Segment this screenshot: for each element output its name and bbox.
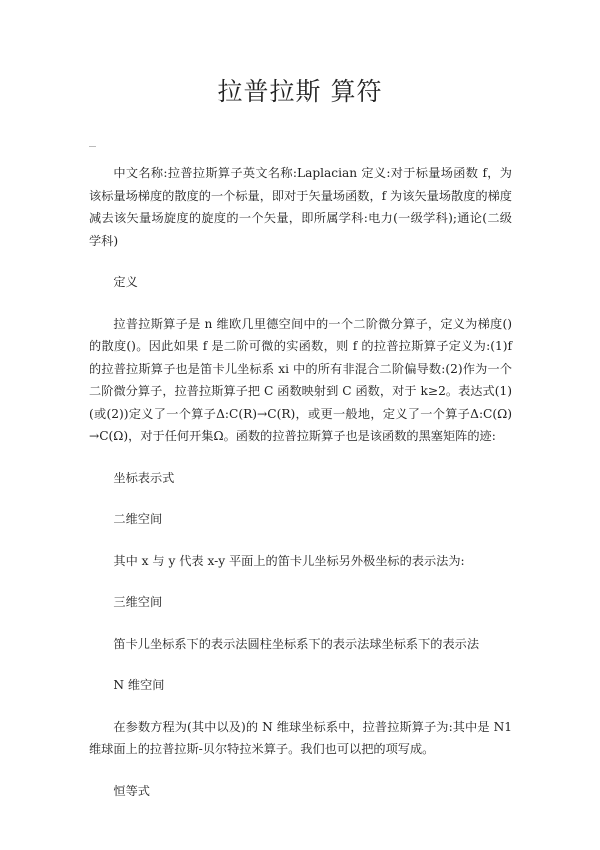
section-heading: 三维空间 bbox=[113, 595, 163, 609]
paragraph: 中文名称:拉普拉斯算子英文名称:Laplacian 定义:对于标量场函数 f，为该标量场梯度的散度的一个标量，即对于矢量场函数，f 为该矢量场散度的梯度减去该矢量场旋度的旋度的一个矢量，即所属学科:电力(一级学科);通论(二级学科) bbox=[89, 166, 512, 248]
paragraph: 笛卡儿坐标系下的表示法圆柱坐标系下的表示法球坐标系下的表示法 bbox=[113, 636, 480, 651]
paragraph: 拉普拉斯算子是 n 维欧几里德空间中的一个二阶微分算子，定义为梯度()的散度()。因此如果 f 是二阶可微的实函数，则 f 的拉普拉斯算子定义为:(1)f 的拉普拉斯算子也是笛卡儿坐标系 xi 中的所有非混合二阶偏导数:(2)作为一个二阶微分算子，拉普拉斯算子把 C 函数映射到 C 函数，对于 k≥2。表达式(1)(或(2))定义了一个算子Δ:C(R)→C(R)，或更一般地，定义了一个算子Δ:C(Ω)→C(Ω)，对于任何开集Ω。函数的拉普拉斯算子也是该函数的黑塞矩阵的迹: bbox=[89, 316, 512, 443]
divider-mark bbox=[89, 146, 96, 147]
section-heading: 恒等式 bbox=[113, 783, 150, 798]
section-heading: 二维空间 bbox=[113, 512, 163, 526]
section-heading: N 维空间 bbox=[113, 678, 165, 692]
paragraph: 在参数方程为(其中以及)的 N 维球坐标系中，拉普拉斯算子为:其中是 N1 维球面上的拉普拉斯-贝尔特拉米算子。我们也可以把的项写成。 bbox=[89, 719, 512, 756]
document-body bbox=[89, 162, 512, 821]
document-title: 拉普拉斯 算符 bbox=[217, 77, 383, 106]
section-heading: 坐标表示式 bbox=[113, 470, 175, 485]
paragraph: 其中 x 与 y 代表 x-y 平面上的笛卡儿坐标另外极坐标的表示法为: bbox=[113, 553, 465, 568]
section-heading: 定义 bbox=[113, 275, 138, 289]
